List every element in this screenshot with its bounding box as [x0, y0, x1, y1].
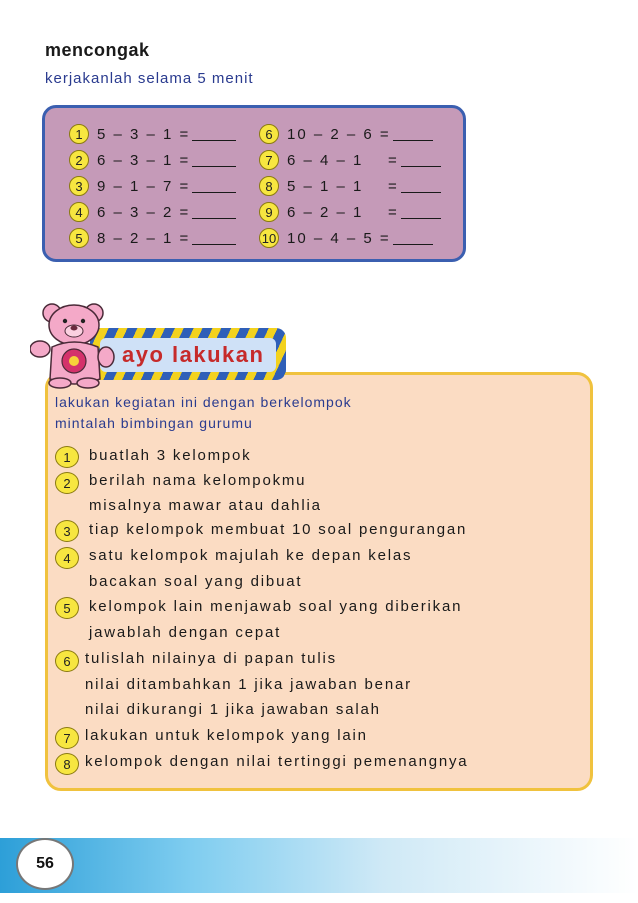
- footer-decoration: [0, 838, 638, 893]
- step-number: 6: [55, 650, 79, 672]
- exercise-number: 1: [69, 124, 89, 144]
- exercise-number: 2: [69, 150, 89, 170]
- step-text: tulislah nilainya di papan tulis: [85, 650, 337, 667]
- page-number-badge: [16, 838, 74, 890]
- exercise-expression: 9 – 1 – 7 =: [97, 177, 191, 195]
- step-text: kelompok lain menjawab soal yang diberikan: [89, 598, 463, 615]
- exercise-4: [69, 200, 236, 224]
- answer-blank[interactable]: [393, 127, 433, 141]
- answer-blank[interactable]: [192, 127, 236, 141]
- answer-blank[interactable]: [192, 231, 236, 245]
- step-number: 8: [55, 753, 79, 775]
- exercise-10: [259, 226, 433, 250]
- activity-intro-line: lakukan kegiatan ini dengan berkelompok: [55, 394, 352, 410]
- answer-blank[interactable]: [393, 231, 433, 245]
- exercise-expression: 5 – 1 – 1 =: [287, 177, 399, 195]
- answer-blank[interactable]: [401, 179, 441, 193]
- bear-mascot-icon: [30, 297, 120, 389]
- exercise-8: [259, 174, 441, 198]
- exercise-number: 5: [69, 228, 89, 248]
- exercise-number: 9: [259, 202, 279, 222]
- exercise-2: [69, 148, 236, 172]
- exercise-number: 7: [259, 150, 279, 170]
- exercise-expression: 5 – 3 – 1 =: [97, 125, 191, 143]
- page-number: 56: [36, 855, 54, 872]
- step-text: kelompok dengan nilai tertinggi pemenangnya: [85, 753, 469, 770]
- exercise-expression: 10 – 2 – 6 =: [287, 125, 391, 143]
- exercise-number: 10: [259, 228, 279, 248]
- exercise-expression: 8 – 2 – 1 =: [97, 229, 191, 247]
- exercise-9: [259, 200, 441, 224]
- step-text: berilah nama kelompokmu: [89, 472, 307, 489]
- exercise-1: [69, 122, 236, 146]
- step-number: 4: [55, 547, 79, 569]
- step-text: lakukan untuk kelompok yang lain: [85, 727, 368, 744]
- step-number: 1: [55, 446, 79, 468]
- step-text: jawablah dengan cepat: [89, 624, 282, 641]
- answer-blank[interactable]: [192, 205, 236, 219]
- activity-intro-line: mintalah bimbingan gurumu: [55, 415, 253, 431]
- banner-panel: [100, 338, 276, 372]
- exercise-expression: 10 – 4 – 5 =: [287, 229, 391, 247]
- banner-title: ayo lakukan: [122, 342, 265, 367]
- section-subtitle: kerjakanlah selama 5 menit: [45, 70, 254, 87]
- step-text: nilai ditambahkan 1 jika jawaban benar: [85, 676, 412, 693]
- exercise-expression: 6 – 3 – 1 =: [97, 151, 191, 169]
- answer-blank[interactable]: [192, 153, 236, 167]
- step-number: 5: [55, 597, 79, 619]
- answer-blank[interactable]: [192, 179, 236, 193]
- step-text: buatlah 3 kelompok: [89, 447, 252, 464]
- section-title: mencongak: [45, 40, 150, 60]
- exercise-expression: 6 – 4 – 1 =: [287, 151, 399, 169]
- mental-math-box: [42, 105, 466, 262]
- step-text: nilai dikurangi 1 jika jawaban salah: [85, 701, 381, 718]
- step-text: bacakan soal yang dibuat: [89, 573, 303, 590]
- exercise-number: 3: [69, 176, 89, 196]
- exercise-number: 4: [69, 202, 89, 222]
- exercise-expression: 6 – 3 – 2 =: [97, 203, 191, 221]
- exercise-number: 6: [259, 124, 279, 144]
- step-number: 7: [55, 727, 79, 749]
- step-text: misalnya mawar atau dahlia: [89, 497, 322, 514]
- step-text: tiap kelompok membuat 10 soal pengurangan: [89, 521, 468, 538]
- step-number: 3: [55, 520, 79, 542]
- step-number: 2: [55, 472, 79, 494]
- exercise-5: [69, 226, 236, 250]
- exercise-3: [69, 174, 236, 198]
- exercise-number: 8: [259, 176, 279, 196]
- step-text: satu kelompok majulah ke depan kelas: [89, 547, 413, 564]
- answer-blank[interactable]: [401, 205, 441, 219]
- exercise-7: [259, 148, 441, 172]
- exercise-6: [259, 122, 433, 146]
- answer-blank[interactable]: [401, 153, 441, 167]
- exercise-expression: 6 – 2 – 1 =: [287, 203, 399, 221]
